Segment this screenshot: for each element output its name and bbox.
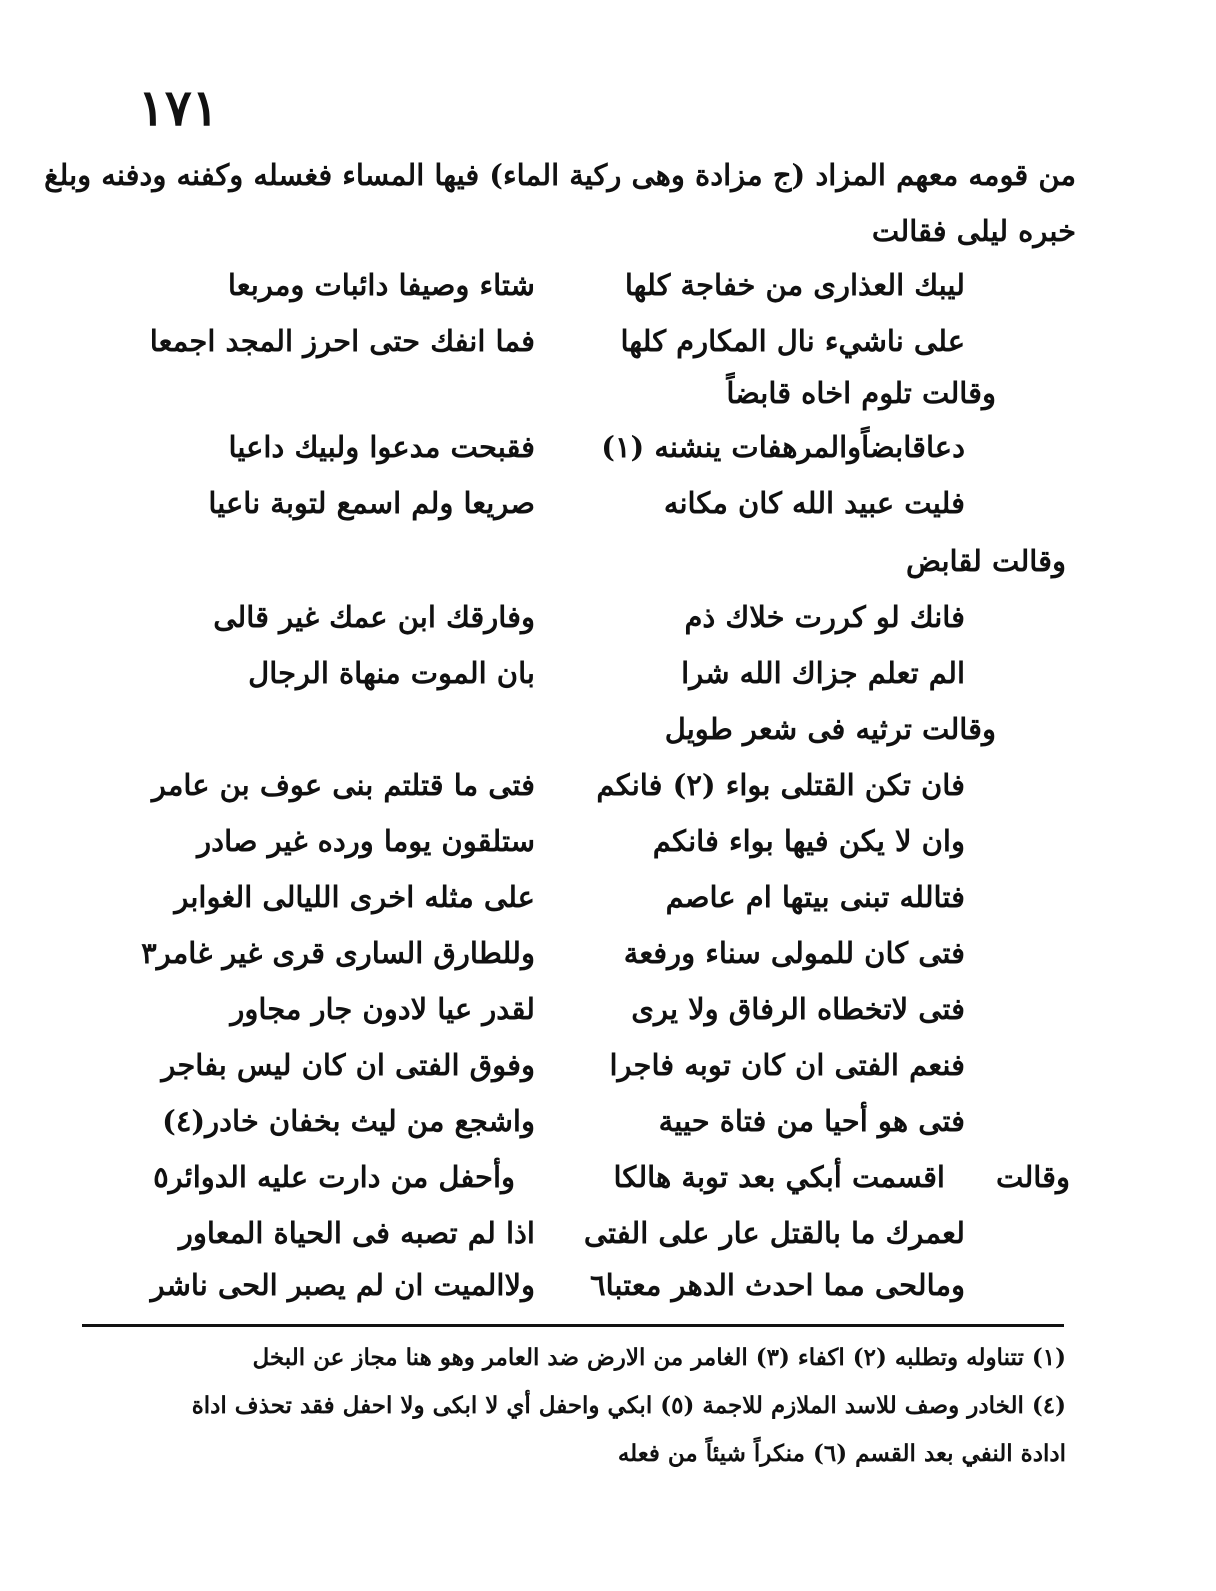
verse-second-hemistich: شتاء وصيفا دائبات ومربعا bbox=[227, 268, 535, 302]
verse-first-hemistich: على ناشيء نال المكارم كلها bbox=[620, 324, 965, 358]
footnote-line: (١) تتناوله وتطلبه (٢) اكفاء (٣) الغامر من الارض ضد العامر وهو هنا مجاز عن البخل bbox=[252, 1344, 1066, 1371]
verse-second-hemistich: فقبحت مدعوا ولبيك داعيا bbox=[228, 430, 535, 464]
intro-line-1: من قومه معهم المزاد (ج مزادة وهى ركية الماء) فيها المساء فغسله وكفنه ودفنه وبلغ bbox=[44, 158, 1076, 192]
verse-second-hemistich: لقدر عيا لادون جار مجاور bbox=[230, 992, 535, 1026]
footnote-line: (٤) الخادر وصف للاسد الملازم للاجمة (٥) ابكي واحفل أي لا ابكى ولا احفل فقد تحذف اداة bbox=[191, 1392, 1066, 1419]
section-heading: وقالت لقابض bbox=[905, 544, 1066, 578]
side-heading: وقالت bbox=[995, 1160, 1070, 1194]
intro-line-2: خبره ليلى فقالت bbox=[871, 214, 1076, 248]
section-heading: وقالت ترثيه فى شعر طويل bbox=[664, 712, 996, 746]
verse-first-hemistich: فتى كان للمولى سناء ورفعة bbox=[623, 936, 965, 970]
verse-first-hemistich: فليت عبيد الله كان مكانه bbox=[663, 486, 965, 520]
verse-first-hemistich: فنعم الفتى ان كان توبه فاجرا bbox=[609, 1048, 965, 1082]
verse-first-hemistich: وان لا يكن فيها بواء فانكم bbox=[652, 824, 965, 858]
verse-first-hemistich: لعمرك ما بالقتل عار على الفتى bbox=[583, 1216, 965, 1250]
section-heading: وقالت تلوم اخاه قابضاً bbox=[726, 376, 996, 410]
verse-second-hemistich: فما انفك حتى احرز المجد اجمعا bbox=[149, 324, 535, 358]
verse-second-hemistich: صريعا ولم اسمع لتوبة ناعيا bbox=[208, 486, 535, 520]
verse-second-hemistich: اذا لم تصبه فى الحياة المعاور bbox=[178, 1216, 535, 1250]
footnote-line: ادادة النفي بعد القسم (٦) منكراً شيئاً من فعله bbox=[617, 1440, 1066, 1467]
verse-second-hemistich: وللطارق السارى قرى غير غامر٣ bbox=[141, 936, 535, 970]
verse-second-hemistich: ستلقون يوما ورده غير صادر bbox=[197, 824, 535, 858]
verse-first-hemistich: فتالله تبنى بيتها ام عاصم bbox=[665, 880, 965, 914]
verse-second-hemistich: وفارقك ابن عمك غير قالى bbox=[213, 600, 535, 634]
verse-first-hemistich: فتى هو أحيا من فتاة حيية bbox=[658, 1104, 965, 1138]
verse-first-hemistich: فتى لاتخطاه الرفاق ولا يرى bbox=[631, 992, 965, 1026]
verse-second-hemistich: فتى ما قتلتم بنى عوف بن عامر bbox=[151, 768, 535, 802]
verse-second-hemistich: ولاالميت ان لم يصبر الحى ناشر bbox=[150, 1268, 535, 1302]
verse-second-hemistich: على مثله اخرى الليالى الغوابر bbox=[174, 880, 535, 914]
verse-first-hemistich: دعاقابضاًوالمرهفات ينشنه (١) bbox=[601, 430, 965, 464]
verse-second-hemistich: وفوق الفتى ان كان ليس بفاجر bbox=[161, 1048, 535, 1082]
verse-first-hemistich: اقسمت أبكي بعد توبة هالكا bbox=[613, 1160, 945, 1194]
verse-first-hemistich: ليبك العذارى من خفاجة كلها bbox=[624, 268, 965, 302]
verse-second-hemistich: واشجع من ليث بخفان خادر(٤) bbox=[162, 1104, 535, 1138]
footnote-divider bbox=[82, 1324, 1064, 1327]
verse-second-hemistich: وأحفل من دارت عليه الدوائر٥ bbox=[153, 1160, 515, 1194]
verse-first-hemistich: ومالحى مما احدث الدهر معتبا٦ bbox=[590, 1268, 965, 1302]
verse-first-hemistich: فان تكن القتلى بواء (٢) فانكم bbox=[596, 768, 965, 802]
verse-second-hemistich: بان الموت منهاة الرجال bbox=[248, 656, 535, 690]
page-number: ١٧١ bbox=[138, 78, 219, 137]
verse-first-hemistich: فانك لو كررت خلاك ذم bbox=[684, 600, 965, 634]
verse-first-hemistich: الم تعلم جزاك الله شرا bbox=[681, 656, 965, 690]
